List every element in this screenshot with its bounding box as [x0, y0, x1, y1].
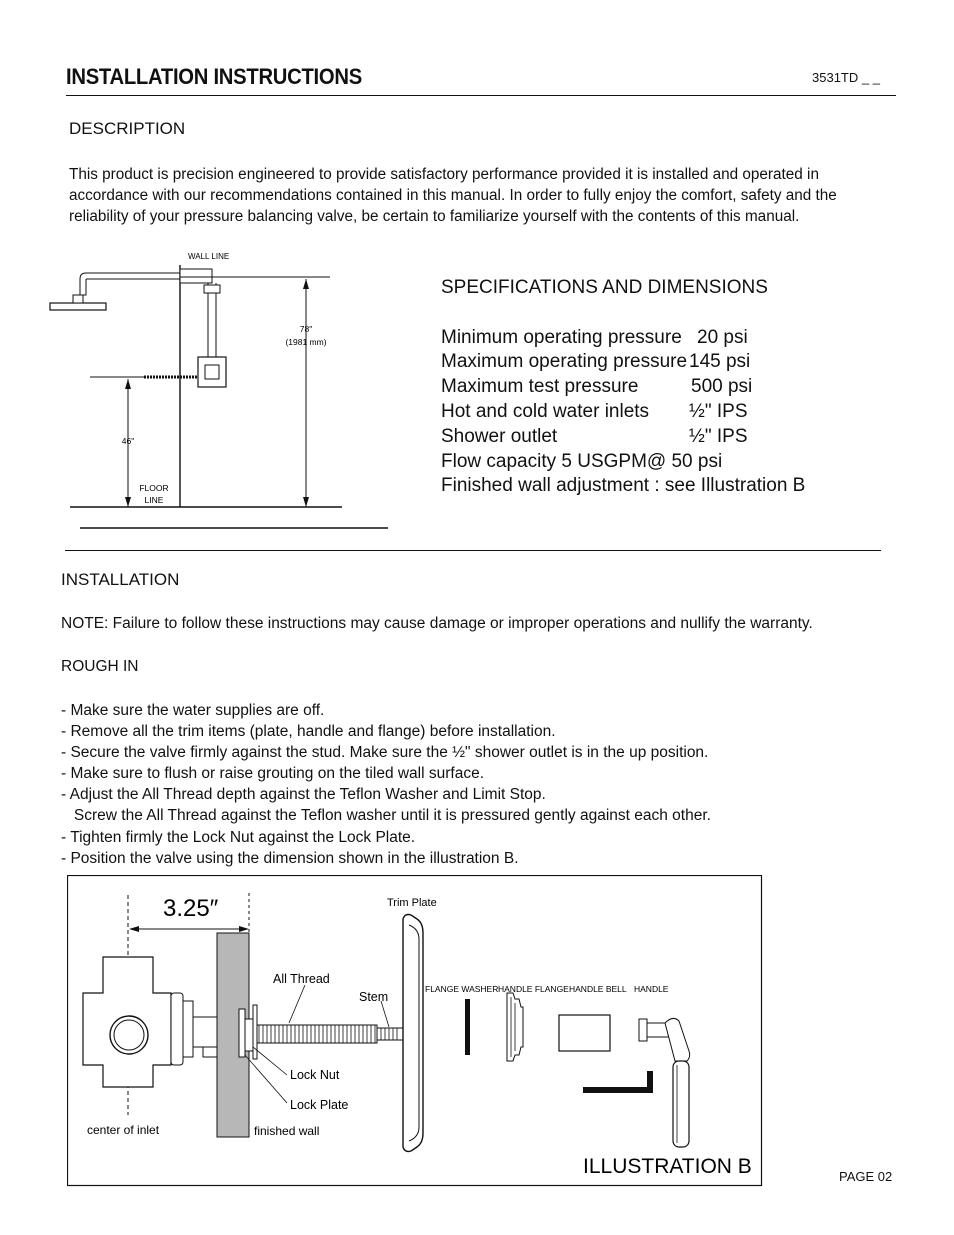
- finished-wall-label: finished wall: [254, 1124, 320, 1138]
- lock-nut: [245, 1019, 253, 1051]
- page-title: INSTALLATION INSTRUCTIONS: [66, 64, 362, 89]
- step-item: - Tighten firmly the Lock Nut against the Lock Plate.: [61, 828, 416, 846]
- handle-bell: [559, 1015, 610, 1051]
- step-item: - Remove all the trim items (plate, handle and flange) before installation.: [61, 723, 556, 741]
- height-mm-label: (1981 mm): [285, 337, 327, 347]
- spec-finished-wall: Finished wall adjustment : see Illustration B: [441, 475, 806, 497]
- wall-line-label: WALL LINE: [188, 252, 230, 261]
- step-item: - Secure the valve firmly against the stud. Make sure the ½" shower outlet is in the up position.: [61, 744, 709, 762]
- rough-in-heading: ROUGH IN: [61, 658, 139, 675]
- flange-washer-label: FLANGE WASHER: [425, 984, 499, 994]
- shower-elevation-diagram: [40, 245, 400, 540]
- description-line: This product is precision engineered to provide satisfactory performance provided it is installed and operated in: [69, 166, 819, 183]
- handle-bell-label: HANDLE BELL: [569, 984, 627, 994]
- specs-heading: SPECIFICATIONS AND DIMENSIONS: [441, 277, 768, 298]
- lock-plate-label: Lock Plate: [290, 1098, 349, 1112]
- description-heading: DESCRIPTION: [69, 119, 186, 138]
- offset-dimension-label: 3.25″: [163, 895, 219, 922]
- height-inches-label: 78": [299, 324, 313, 334]
- step-item: - Make sure the water supplies are off.: [61, 702, 325, 719]
- stem-label: Stem: [359, 990, 389, 1004]
- shower-arm: [80, 273, 180, 295]
- all-thread-label: All Thread: [273, 972, 330, 986]
- description-text: [69, 164, 869, 227]
- valve-height-label: 46": [121, 436, 135, 446]
- trim-plate: [403, 915, 423, 1152]
- step-item: Screw the All Thread against the Teflon washer until it is pressured gently against each other.: [61, 807, 711, 825]
- installation-note: NOTE: Failure to follow these instructions may cause damage or improper operations and nullify the warranty.: [61, 615, 813, 632]
- spec-flow-capacity: Flow capacity 5 USGPM@ 50 psi: [441, 450, 723, 472]
- lock-nut-label: Lock Nut: [290, 1068, 340, 1082]
- illustration-caption: ILLUSTRATION B: [583, 1155, 752, 1178]
- description-line: reliability of your pressure balancing valve, be certain to familiarize yourself with the contents of this manual.: [69, 208, 800, 225]
- installation-steps: [61, 700, 711, 869]
- section-rule: [65, 550, 881, 551]
- handle-flange-label: HANDLE FLANGE: [498, 984, 569, 994]
- shower-head: [50, 303, 106, 310]
- floor-line-label-2: LINE: [144, 495, 164, 505]
- illustration-b: [67, 875, 763, 1187]
- lock-plate: [239, 1009, 245, 1057]
- header-rule: [66, 95, 896, 96]
- handle-label: HANDLE: [634, 984, 669, 994]
- step-item: - Position the valve using the dimension shown in the illustration B.: [61, 849, 519, 867]
- floor-line-label: FLOOR: [139, 483, 169, 493]
- center-of-inlet-label: center of inlet: [87, 1123, 160, 1137]
- description-line: accordance with our recommendations contained in this manual. In order to fully enjoy the comfort, safety and the: [69, 187, 837, 204]
- flange-washer: [465, 999, 470, 1055]
- trim-plate-label: Trim Plate: [387, 897, 437, 909]
- document-number: 3531TD _ _: [812, 70, 880, 85]
- installation-heading: INSTALLATION: [61, 570, 180, 589]
- inlet-port: [110, 1016, 148, 1054]
- step-item: - Make sure to flush or raise grouting on the tiled wall surface.: [61, 765, 485, 783]
- step-item: - Adjust the All Thread depth against the Teflon Washer and Limit Stop.: [61, 786, 546, 804]
- page-number: PAGE 02: [839, 1169, 893, 1184]
- handle: [639, 1019, 647, 1041]
